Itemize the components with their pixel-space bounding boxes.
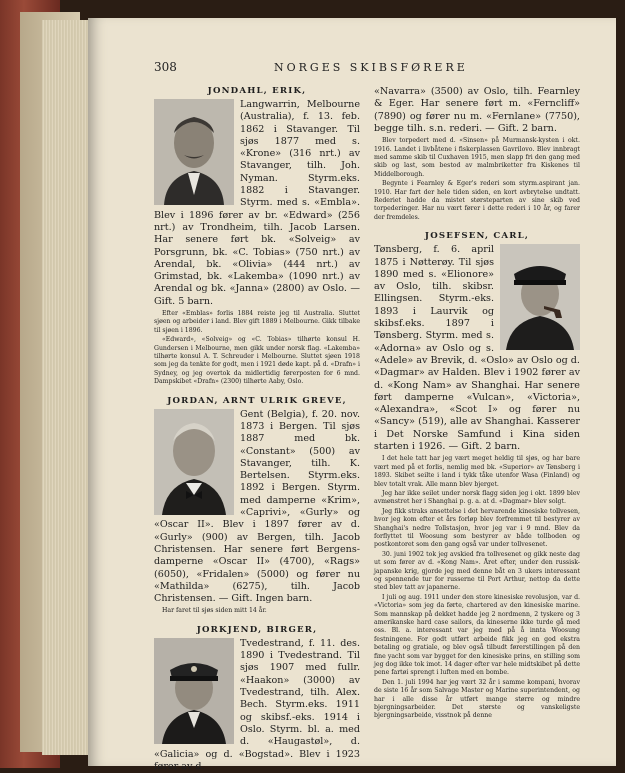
- entry-jordan: [154, 396, 360, 616]
- note-paragraph: Har faret til sjøs siden mitt 14 år.: [162, 607, 267, 615]
- note-paragraph: Begynte i Fearnley & Eger's rederi som styrm.aspirant jan. 1910. Har fart der hele tiden siden, en kort avbrytelse undtatt. Rederiet hadde da mistet størsteparten av sine skib ved torpederinger. Har nu vært fører i dette rederi i 10 år, og farer der fremdeles.: [374, 180, 580, 221]
- entry-notes: [374, 137, 580, 222]
- portrait-photo: [154, 99, 234, 205]
- page-header: [154, 60, 594, 76]
- entry-bio: Langwarrin, Melbourne (Australia), f. 13. feb. 1862 i Stavanger. Til sjøs 1877 med s. «Krone» (316 nrt.) av Stavanger, tilh. Joh. Nyman. Styrm.eks. 1882 i Stavanger. Styrm. med s. «Embla». Blev i 1896 fører av br. «Edward» (256 nrt.) av Trondheim, tilh. Jacob Larsen. Har senere ført bk. «Solveig» av Porsgrunn, bk. «C. Tobias» (750 nrt.) av Arendal, bk. «Olivia» (444 nrt.) av Grimstad, bk. «Lakemba» (1090 nrt.) av Arendal og bk. «Janna» (2800) av Oslo. — Gift. 5 barn.: [154, 99, 360, 307]
- entry-bio: Tvedestrand, f. 11. des. 1890 i Tvedestrand. Til sjøs 1907 med fullr. «Haakon» (3000) av Tvedestrand, tilh. Alex. Bech. Styrm.eks. 1911 og skibsf.-eks. 1914 i Oslo. Styrm. bl. a. med d. «Haugastøl», d. «Galicia» og d. «Bogstad». Blev i 1923 fører av d.: [154, 637, 360, 772]
- entry-name: JONDAHL, ERIK,: [207, 86, 307, 96]
- entry-jorkjend-continued: [374, 86, 580, 222]
- note-paragraph: 30. juni 1902 tok jeg avskied fra tollvesenet og gikk neste dag ut som fører av d. «Kong Nam». Året efter, under den russisk-japanske krig, gjorde jeg med denne båt en 3 ukers interessant og spennende tur for russerne til Port Arthur, nettop da dette sted blev tatt av japanerne.: [374, 550, 580, 592]
- note-paragraph: «Edward», «Solveig» og «C. Tobias» tilhørte konsul H. Gundersen i Melbourne, men gikk under norsk flag. «Lakemba» tilhørte konsul A. T. Schreuder i Melbourne. Sluttet sjøen 1918 som jeg da tenkte for godt, men i 1921 døde kapt. på d. «Drafn» i Sydney, og jeg overtok da midlertidig førerposten for 6 mnd. Dampskibet «Drafn» (2300) tilhørte Aaby, Oslo.: [154, 336, 361, 386]
- right-column: [374, 86, 580, 722]
- note-paragraph: Blev torpedert med d. «Sinsen» på Murmansk-kysten i okt. 1916. Landet i livbåtene i fiskerplassen Gavrilovo. Blev innbragt med samme skib til Cuxhaven 1915, men slapp fri den gang med skib og last, som bestod av malmbriketter fra Kiskenes til Middelborough.: [374, 137, 580, 178]
- note-paragraph: I det hele tatt har jeg vært meget heldig til sjøs, og har bare vært med på et forlis, nemlig med bk. «Superior» av Tønsberg i 1893. Skibet seilte i land i tykk tåke utenfor Wasa (Finland) og blev totalt vrak. Alle mann blev bjerget.: [374, 455, 580, 488]
- running-head: NORGES SKIBSFØRERE: [274, 61, 468, 74]
- note-paragraph: Den 1. juli 1994 har jeg vært 32 år i samme kompani, hvorav de siste 16 år som Salvage Master og Marine superintendent, og har i alle disse år utført mange større og mindre bjergningsarbeider. Det største og vanskeligste bjergningsarbeide, visstnok på denne: [374, 678, 580, 720]
- entry-jorkjend: [154, 625, 360, 773]
- entry-notes: [154, 607, 360, 615]
- portrait-photo: [500, 244, 580, 350]
- entry-bio: Gent (Belgia), f. 20. nov. 1873 i Bergen. Til sjøs 1887 med bk. «Constant» (500) av Stavanger, tilh. K. Bertelsen. Styrm.eks. 1892 i Bergen. Styrm. med damperne «Krim», «Caprivi», «Gurly» og «Oscar II». Blev i 1897 fører av d. «Gurly» (900) av Bergen, tilh. Jacob Christensen. Har senere ført Bergens-damperne «Oscar II» (4700), «Rags» (6050), «Fridalen» (5000) og fører nu «Mathilda» (6275), tilh. Jacob Christensen. — Gift. Ingen barn.: [154, 408, 360, 605]
- entry-name: JORDAN, ARNT ULRIK GREVE,: [167, 395, 347, 406]
- page-edges: [42, 20, 92, 755]
- portrait-photo: [154, 409, 234, 515]
- note-paragraph: I juli og aug. 1911 under den store kinesiske revolusjon, var d. «Victoria» som jeg da førte, chartered av den kinesiske marine. Som mannskap på dekket hadde jeg 2 nordmenn, 2 tyskere og 3 amerikanske hard case sailors, da kineserne ikke turde gå med oss. Bl. a. interessant var jeg med på å innta Woosung festningene. For godt utført arbeide fikk jeg en god ekstra betaling og gratiale, og blev også tilbudt førerstillingen på den fine yacht som var bygget for den kinesiske prins, en stilling som jeg dog ikke tok imot. 14 dager efter var hele midtskibet på dette pene fartøi sprengt i luften med en bombe.: [374, 593, 580, 677]
- entry-name: JOSEFSEN, CARL,: [424, 231, 530, 242]
- portrait-photo: [154, 638, 234, 744]
- entry-notes: [154, 310, 360, 387]
- note-paragraph: Jeg fikk straks ansettelse i det hervarende kinesiske tollvesen, hvor jeg kom efter et års forløp blev forfremmet til bestyrer av Shanghai's nedre Tollstasjon, hvor jeg var i 9 mnd. Blev da forflyttet til Woosung som bestyrer av både tollboden og postkontoret som den gang også var under tollvesenet.: [374, 507, 580, 549]
- entry-name: JORKJEND, BIRGER,: [196, 624, 318, 635]
- entry-bio: «Navarra» (3500) av Oslo, tilh. Fearnley & Eger. Har senere ført m. «Ferncliff» (7890) og fører nu m. «Fernlane» (7750), begge tilh. s.n. rederi. — Gift. 2 barn.: [374, 86, 580, 134]
- entry-bio: Tønsberg, f. 6. april 1875 i Nøtterøy. Til sjøs 1890 med s. «Elionore» av Oslo, tilh. skibsr. Ellingsen. Styrm.-eks. 1893 i Laurvik og skibsf.eks. 1897 i Tønsberg. Styrm. med s. «Adorna» av Oslo og s. «Adele» av Brevik, d. «Oslo» av Oslo og d. «Dagmar» av Halden. Blev i 1902 fører av d. «Kong Nam» av Shanghai. Har senere ført damperne «Vulcan», «Victoria», «Alexandra», «Scot I» og fører nu «Sancy» (519), alle av Shanghai. Kasserer i Det Norske Samfund i Kina siden starten i 1926. — Gift. 2 barn.: [374, 244, 580, 452]
- note-paragraph: Efter «Emblas» forlis 1884 reiste jeg til Australia. Sluttet sjøen og arbeider i land. Blev gift 1889 i Melbourne. Gikk tilbake til sjøen i 1896.: [154, 310, 360, 334]
- entry-jondahl: [154, 86, 360, 387]
- left-column: [154, 86, 360, 773]
- note-paragraph: Jeg har ikke seilet under norsk flagg siden jeg i okt. 1899 blev avmønstret her i Shanghai p. g. a. at d. «Dagmar» blev solgt.: [374, 489, 580, 506]
- page-number: 308: [154, 60, 177, 74]
- book-page: [88, 18, 616, 772]
- entry-josefsen: [374, 231, 580, 721]
- entry-notes: [374, 455, 580, 721]
